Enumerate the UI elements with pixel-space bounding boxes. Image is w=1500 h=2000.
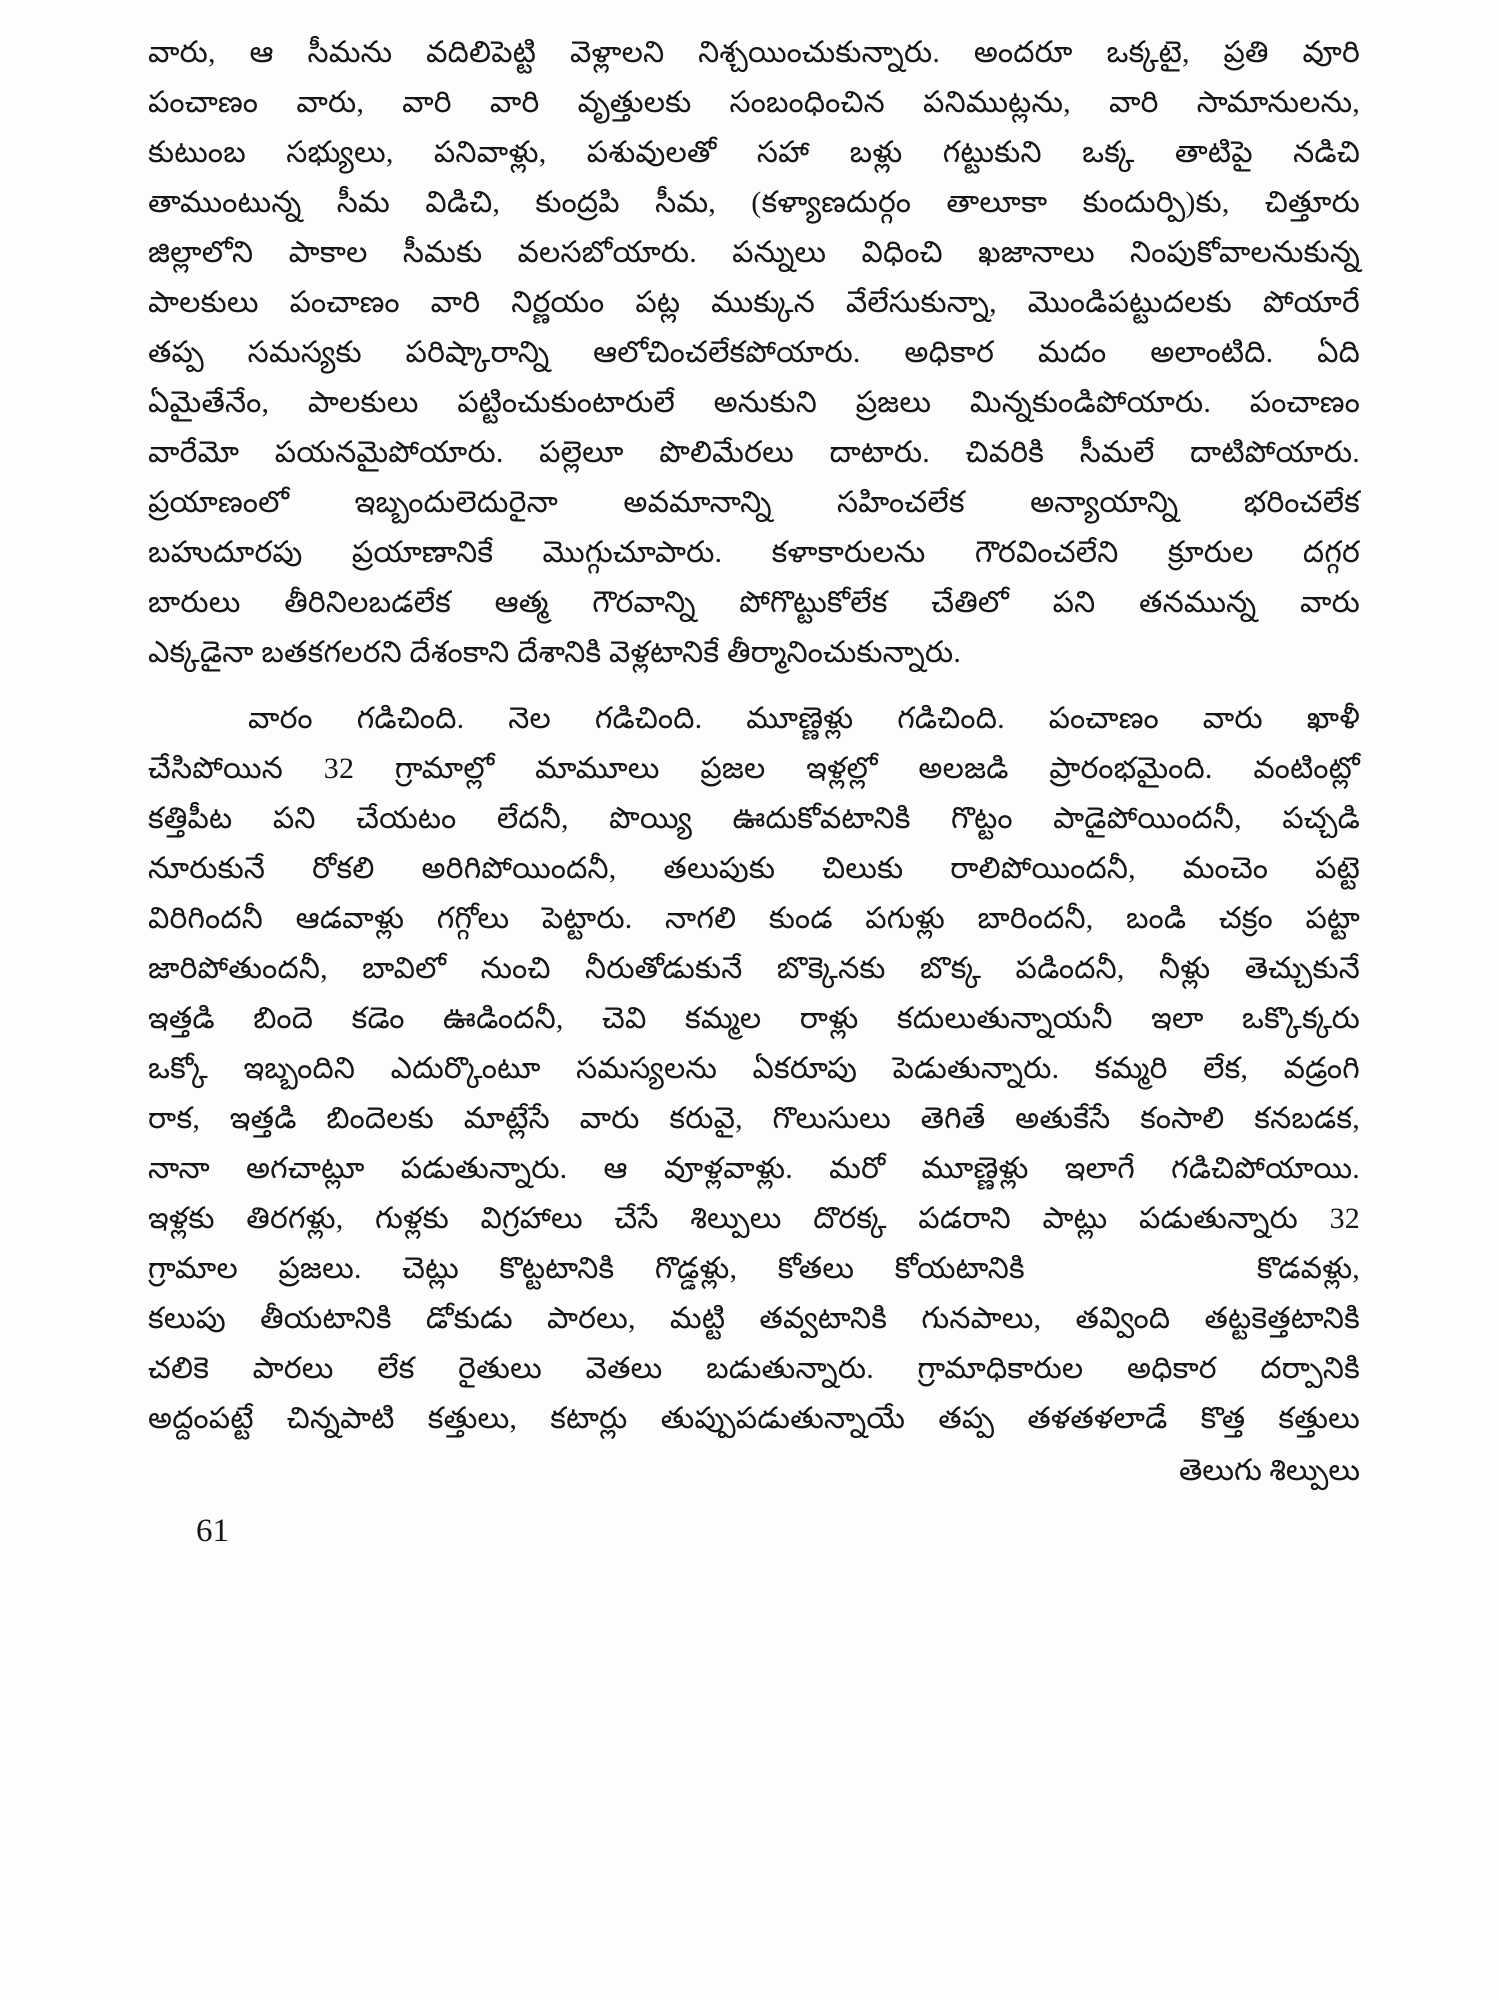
text-line: వారం గడిచింది. నెల గడిచింది. మూణ్ణెళ్లు గడిచింది. పంచాణం వారు ఖాళీ — [248, 702, 1360, 735]
text-line: ఇత్తడి బిందె కడెం ఊడిందనీ, చెవి కమ్మల రాళ్లు కదులుతున్నాయనీ ఇలా ఒక్కొక్కరు — [148, 1002, 1360, 1035]
text-line: జారిపోతుందనీ, బావిలో నుంచి నీరుతోడుకునే బొక్కెనకు బొక్క పడిందనీ, నీళ్లు తెచ్చుకునే — [148, 952, 1360, 985]
paragraph — [148, 28, 1360, 678]
text-line: ఏమైతేనేం, పాలకులు పట్టించుకుంటారులే అనుకుని ప్రజలు మిన్నకుండిపోయారు. పంచాణం — [148, 386, 1360, 419]
text-line: ఒక్కో ఇబ్బందిని ఎదుర్కొంటూ సమస్యలను ఏకరూపు పెడుతున్నారు. కమ్మరి లేక, వడ్రంగి — [148, 1052, 1360, 1085]
text-line: బహుదూరపు ప్రయాణానికే మొగ్గుచూపారు. కళాకారులను గౌరవించలేని క్రూరుల దగ్గర — [148, 536, 1360, 569]
text-line: వారు, ఆ సీమను వదిలిపెట్టి వెళ్లాలని నిశ్చయించుకున్నారు. అందరూ ఒక్కటై, ప్రతి వూరి — [148, 36, 1360, 69]
text-line: వారేమో పయనమైపోయారు. పల్లెలూ పొలిమేరలు దాటారు. చివరికి సీమలే దాటిపోయారు. — [148, 436, 1360, 469]
text-line: కత్తిపీట పని చేయటం లేదనీ, పొయ్యి ఊదుకోవటానికి గొట్టం పాడైపోయిందనీ, పచ్చడి — [148, 802, 1360, 835]
text-line: బారులు తీరినిలబడలేక ఆత్మ గౌరవాన్ని పోగొట్టుకోలేక చేతిలో పని తనమున్న వారు — [148, 586, 1360, 619]
text-line: ప్రయాణంలో ఇబ్బందులెదురైనా అవమానాన్ని సహించలేక అన్యాయాన్ని భరించలేక — [148, 486, 1360, 519]
running-footer-title: తెలుగు శిల్పులు — [1178, 1454, 1360, 1487]
text-line: నానా అగచాట్లూ పడుతున్నారు. ఆ వూళ్లవాళ్లు. మరో మూణ్ణెళ్లు ఇలాగే గడిచిపోయాయి. — [148, 1152, 1360, 1185]
text-line: రాక, ఇత్తడి బిందెలకు మాట్లేసే వారు కరువై, గొలుసులు తెగితే అతుకేసే కంసాలి కనబడక, — [148, 1102, 1360, 1135]
text-line: పాలకులు పంచాణం వారి నిర్ణయం పట్ల ముక్కున వేలేసుకున్నా, మొండిపట్టుదలకు పోయారే — [148, 286, 1360, 319]
text-line: పంచాణం వారు, వారి వారి వృత్తులకు సంబంధించిన పనిముట్లను, వారి సామానులను, — [148, 86, 1360, 119]
text-line: ఇళ్లకు తిరగళ్లు, గుళ్లకు విగ్రహాలు చేసే శిల్పులు దొరక్క పడరాని పాట్లు పడుతున్నారు 32 — [148, 1202, 1360, 1235]
text-line: తాముంటున్న సీమ విడిచి, కుంద్రపి సీమ, (కళ్యాణదుర్గం తాలూకా కుందుర్పి)కు, చిత్తూరు — [148, 186, 1360, 219]
text-line: తప్ప సమస్యకు పరిష్కారాన్ని ఆలోచించలేకపోయారు. అధికార మదం అలాంటిది. ఏది — [148, 336, 1360, 369]
text-line: అద్దంపట్టే చిన్నపాటి కత్తులు, కటార్లు తుప్పుపడుతున్నాయే తప్ప తళతళలాడే కొత్త కత్తులు — [148, 1402, 1360, 1435]
text-line: గ్రామాల ప్రజలు. చెట్లు కొట్టటానికి గొడ్డళ్లు, కోతలు కోయటానికి కొడవళ్లు, — [148, 1252, 1360, 1285]
text-line: చేసిపోయిన 32 గ్రామాల్లో మామూలు ప్రజల ఇళ్లల్లో అలజడి ప్రారంభమైంది. వంటింట్లో — [148, 752, 1360, 785]
text-line: కుటుంబ సభ్యులు, పనివాళ్లు, పశువులతో సహా బళ్లు గట్టుకుని ఒక్క తాటిపై నడిచి — [148, 136, 1360, 169]
paragraph — [148, 694, 1360, 1444]
text-line: విరిగిందనీ ఆడవాళ్లు గగ్గోలు పెట్టారు. నాగలి కుండ పగుళ్లు బారిందనీ, బండి చక్రం పట్టా — [148, 902, 1360, 935]
text-line: నూరుకునే రోకలి అరిగిపోయిందనీ, తలుపుకు చిలుకు రాలిపోయిందనీ, మంచెం పట్టె — [148, 852, 1360, 885]
text-line: జిల్లాలోని పాకాల సీమకు వలసబోయారు. పన్నులు విధించి ఖజానాలు నింపుకోవాలనుకున్న — [148, 236, 1360, 269]
page-number: 61 — [196, 1513, 229, 1549]
text-line: చలికె పారలు లేక రైతులు వెతలు బడుతున్నారు. గ్రామాధికారుల అధికార దర్పానికి — [148, 1352, 1360, 1385]
text-line: ఎక్కడైనా బతకగలరని దేశంకాని దేశానికి వెళ్లటానికే తీర్మానించుకున్నారు. — [148, 636, 962, 669]
text-block — [148, 28, 1360, 1556]
text-line: కలుపు తీయటానికి డోకుడు పారలు, మట్టి తవ్వటానికి గునపాలు, తవ్వింది తట్టకెత్తటానికి — [148, 1302, 1360, 1335]
